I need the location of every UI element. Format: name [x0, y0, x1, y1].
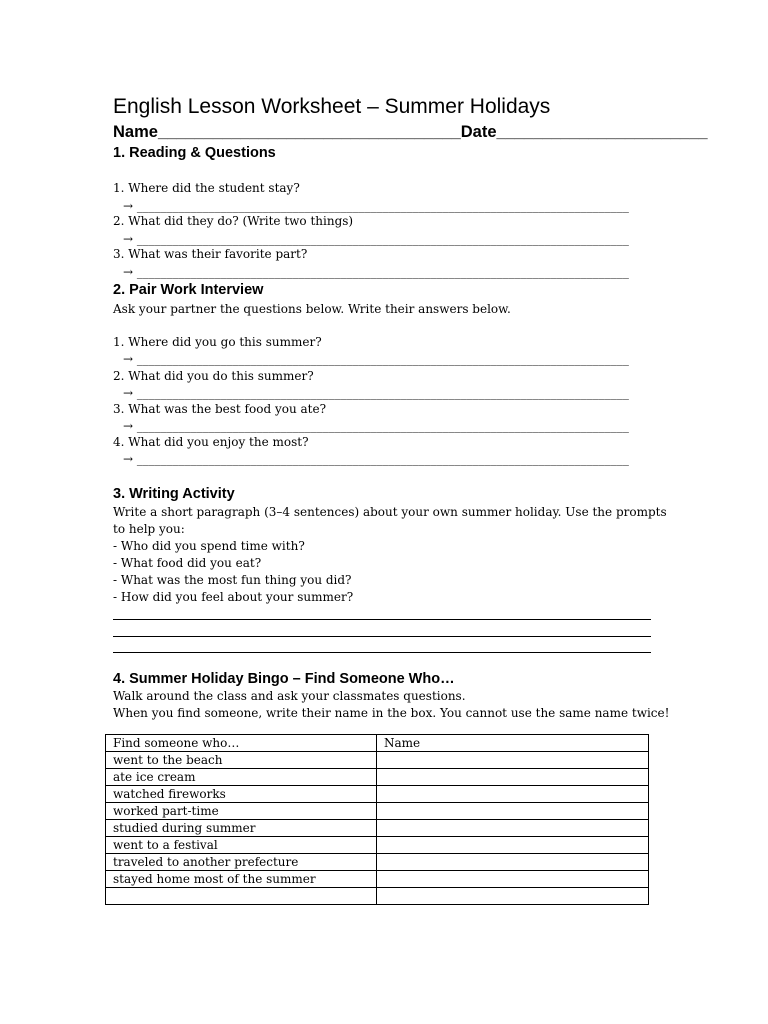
- bingo-name-cell[interactable]: [377, 888, 649, 905]
- bingo-name-cell[interactable]: [377, 871, 649, 888]
- header-name: Name: [377, 735, 649, 752]
- table-row: [106, 752, 649, 769]
- section3-prompt: - What was the most fun thing you did?: [113, 573, 352, 587]
- bingo-name-cell[interactable]: [377, 837, 649, 854]
- section2-question: 3. What was the best food you ate?: [113, 402, 327, 416]
- section2-question: 1. Where did you go this summer?: [113, 335, 322, 349]
- answer-line[interactable]: → __________________________________________________________________________________: [123, 452, 629, 466]
- table-row: [106, 854, 649, 871]
- table-row: [106, 769, 649, 786]
- answer-line[interactable]: → __________________________________________________________________________________: [123, 386, 629, 400]
- bingo-prompt-cell: worked part-time: [106, 803, 377, 820]
- section4-heading: 4. Summer Holiday Bingo – Find Someone Who…: [113, 671, 455, 687]
- bingo-name-cell[interactable]: [377, 854, 649, 871]
- bingo-name-cell[interactable]: [377, 769, 649, 786]
- section4-instruction: Walk around the class and ask your classmates questions.: [113, 689, 466, 703]
- page-title: English Lesson Worksheet – Summer Holidays: [113, 95, 551, 118]
- bingo-prompt-cell: watched fireworks: [106, 786, 377, 803]
- section3-line: to help you:: [113, 522, 185, 536]
- bingo-prompt-cell: traveled to another prefecture: [106, 854, 377, 871]
- table-header-row: [106, 735, 649, 752]
- writing-line[interactable]: [113, 652, 651, 653]
- bingo-prompt-cell[interactable]: [106, 888, 377, 905]
- name-date-line[interactable]: Name_________________________________Date_______________________: [113, 123, 708, 141]
- section3-prompt: - Who did you spend time with?: [113, 539, 305, 553]
- answer-line[interactable]: → __________________________________________________________________________________: [123, 352, 629, 366]
- table-row: [106, 803, 649, 820]
- section3-prompt: - What food did you eat?: [113, 556, 262, 570]
- bingo-name-cell[interactable]: [377, 752, 649, 769]
- section1-question: 1. Where did the student stay?: [113, 181, 300, 195]
- section2-heading: 2. Pair Work Interview: [113, 282, 264, 298]
- answer-line[interactable]: → __________________________________________________________________________________: [123, 265, 629, 279]
- bingo-name-cell[interactable]: [377, 820, 649, 837]
- bingo-prompt-cell: studied during summer: [106, 820, 377, 837]
- bingo-name-cell[interactable]: [377, 786, 649, 803]
- writing-line[interactable]: [113, 619, 651, 620]
- bingo-prompt-cell: went to the beach: [106, 752, 377, 769]
- bingo-prompt-cell: went to a festival: [106, 837, 377, 854]
- section3-line: Write a short paragraph (3–4 sentences) about your own summer holiday. Use the prompts: [113, 505, 667, 519]
- section3-prompt: - How did you feel about your summer?: [113, 590, 354, 604]
- bingo-name-cell[interactable]: [377, 803, 649, 820]
- writing-line[interactable]: [113, 636, 651, 637]
- section2-question: 2. What did you do this summer?: [113, 369, 314, 383]
- section2-question: 4. What did you enjoy the most?: [113, 435, 309, 449]
- table-row: [106, 837, 649, 854]
- section4-instruction: When you find someone, write their name in the box. You cannot use the same name twice!: [113, 706, 670, 720]
- table-row: [106, 786, 649, 803]
- section1-question: 3. What was their favorite part?: [113, 247, 308, 261]
- answer-line[interactable]: → __________________________________________________________________________________: [123, 199, 629, 213]
- table-row: [106, 820, 649, 837]
- answer-line[interactable]: → __________________________________________________________________________________: [123, 232, 629, 246]
- table-row: [106, 888, 649, 905]
- table-row: [106, 871, 649, 888]
- section2-instruction: Ask your partner the questions below. Write their answers below.: [113, 302, 511, 316]
- bingo-prompt-cell: ate ice cream: [106, 769, 377, 786]
- section3-heading: 3. Writing Activity: [113, 486, 235, 502]
- section1-heading: 1. Reading & Questions: [113, 145, 276, 161]
- answer-line[interactable]: → __________________________________________________________________________________: [123, 419, 629, 433]
- bingo-table: [105, 734, 649, 905]
- section1-question: 2. What did they do? (Write two things): [113, 214, 354, 228]
- header-find-someone: Find someone who…: [106, 735, 377, 752]
- bingo-prompt-cell: stayed home most of the summer: [106, 871, 377, 888]
